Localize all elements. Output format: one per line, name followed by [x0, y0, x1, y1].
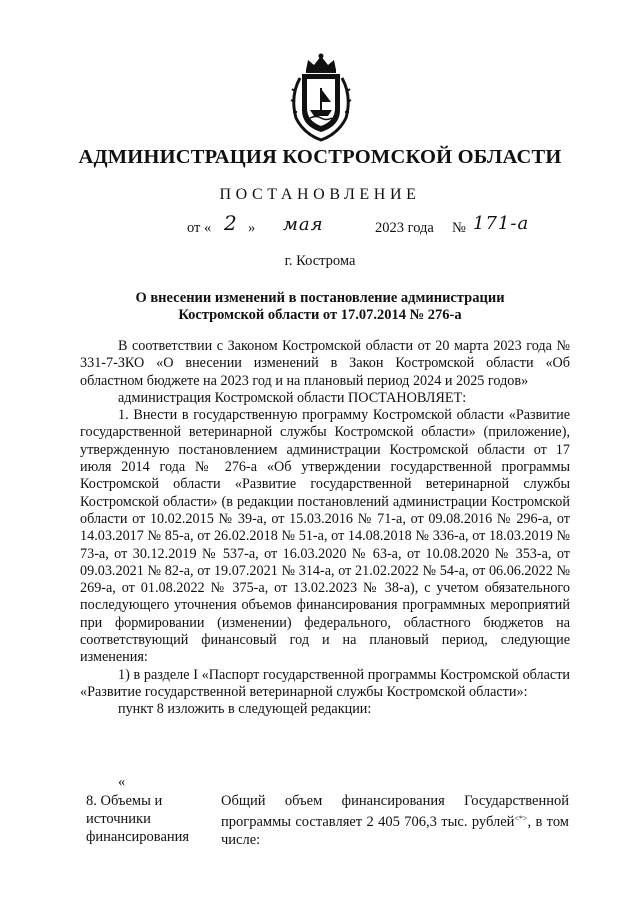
title-line-2: Костромской области от 17.07.2014 № 276-а	[178, 307, 462, 323]
city-name: г. Кострома	[284, 253, 356, 269]
body-paragraph: 1) в разделе I «Паспорт государственной программы Костромской области «Развитие государственной ветеринарной службы Костромской области»:	[80, 666, 570, 700]
funding-tail: , в том числе:	[221, 814, 569, 848]
table-right-cell	[221, 792, 569, 849]
document-body	[80, 338, 570, 719]
date-year: 2023 года	[375, 220, 434, 236]
footnote-mark: <*>	[514, 814, 528, 823]
date-day-handwritten: 2	[224, 211, 238, 235]
table-left-line: источники	[86, 811, 151, 827]
title-line-1: О внесении изменений в постановление администрации	[135, 290, 505, 306]
body-paragraph: администрация Костромской области ПОСТАНОВЛЯЕТ:	[118, 389, 467, 406]
coat-of-arms-emblem	[286, 52, 356, 144]
number-sign: №	[452, 220, 466, 236]
body-paragraph: 1. Внести в государственную программу Костромской области «Развитие государственной ветеринарной службы Костромской области» (приложение), утвержденную постановлением администрации Костромской области от 17 июля 2014 года № 276-а «Об утверждении государственной программы Костромской области «Развитие государственной ветеринарной службы Костромской области» (в редакции постановлений администрации Костромской области от 10.02.2015 № 39-а, от 15.03.2016 № 71-а, от 09.08.2016 № 296-а, от 14.03.2017 № 85-а, от 26.02.2018 № 51-а, от 14.08.2018 № 336-а, от 18.03.2019 № 73-а, от 30.12.2019 № 537-а, от 16.03.2020 № 63-а, от 10.08.2020 № 353-а, от 09.03.2021 № 82-а, от 19.07.2021 № 314-а, от 21.02.2022 № 54-а, от 06.06.2022 № 269-а, от 01.08.2022 № 375-а, от 13.02.2023 № 38-а), с учетом обязательного последующего уточнения объемов финансирования программных мероприятий при формировании (изменении) федерального, областного бюджетов на соответствующий финансовый год и на плановый период, следующие изменения:	[80, 407, 570, 666]
document-type: ПОСТАНОВЛЕНИЕ	[219, 186, 421, 203]
funding-text: Общий объем финансирования Государственной программы составляет 2 405 706,3 тыс. рублей	[221, 793, 569, 830]
body-paragraph: пункт 8 изложить в следующей редакции:	[118, 701, 372, 718]
table-left-line: финансирования	[86, 829, 190, 845]
organization-name: АДМИНИСТРАЦИЯ КОСТРОМСКОЙ ОБЛАСТИ	[78, 146, 562, 168]
date-month-handwritten: мая	[283, 214, 324, 235]
body-paragraph: В соответствии с Законом Костромской области от 20 марта 2023 года № 331-7-ЗКО «О внесении изменений в Закон Костромской области «Об областном бюджете на 2023 год и на плановый период 2024 и 2025 годов»	[80, 338, 570, 389]
table-left-cell	[86, 792, 206, 846]
document-number-handwritten: 171-а	[473, 213, 530, 234]
date-day-close: »	[248, 220, 256, 236]
table-left-line: 8. Объемы и	[86, 793, 163, 809]
date-prefix: от «	[187, 220, 212, 236]
quote-open-mark: «	[118, 774, 126, 790]
document-title	[80, 290, 560, 324]
